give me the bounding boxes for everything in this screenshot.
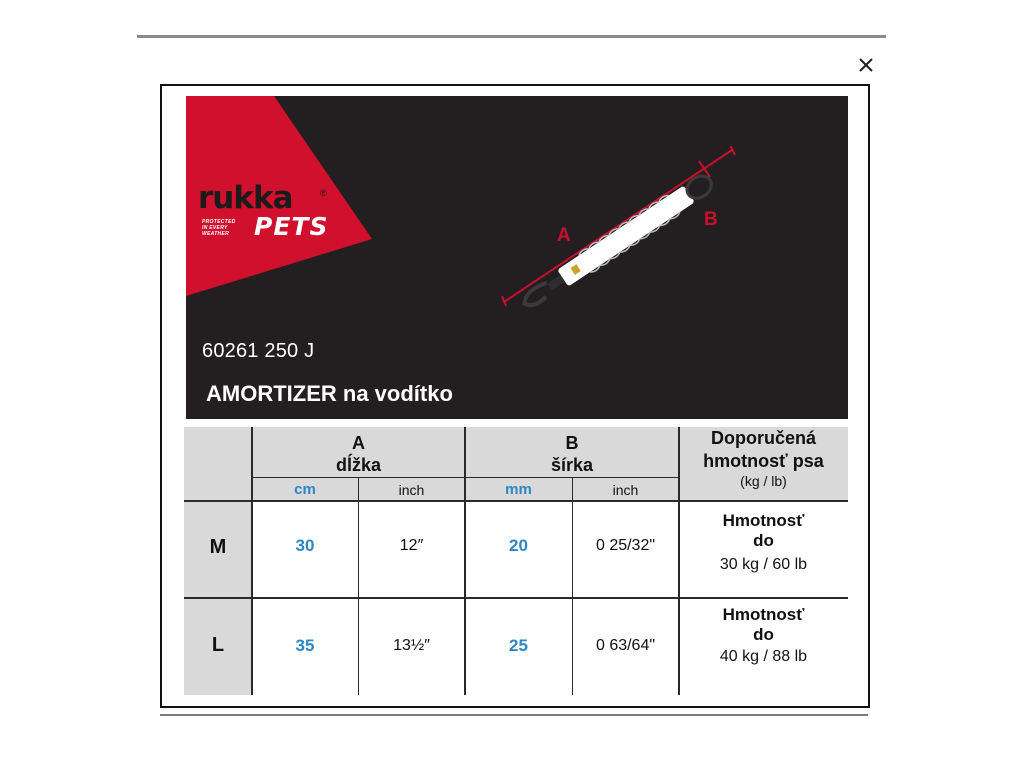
width-mm: 25 [509,636,528,655]
grid-line [251,427,253,695]
weight-value: 30 kg / 60 lb [719,556,808,573]
col-a-letter: A [352,433,365,453]
top-divider [137,35,886,38]
col-b-letter: B [565,433,579,453]
col-b-name: šírka [550,455,594,475]
grid-line [358,477,359,695]
width-inch: 0 25/32" [595,537,656,554]
col-a-name: dĺžka [335,455,382,475]
registered-mark: ® [320,188,327,198]
size-table [184,427,848,695]
weight-label-do: do [753,531,774,550]
length-cm: 35 [295,636,315,655]
weight-label-do: do [753,625,774,644]
unit-cm: cm [294,481,316,498]
logo-tagline [202,219,254,237]
tagline-line: PROTECTED [202,219,236,225]
close-icon [858,57,874,73]
tagline-line: IN EVERY [202,225,228,231]
weight-label: Hmotnosť [722,511,805,530]
weight-title-2: hmotnosť psa [703,451,824,471]
rukka-pets-logo [198,181,330,251]
product-name: AMORTIZER na vodítko [206,381,453,406]
weight-title-1: Doporučená [710,428,816,448]
grid-line [464,427,466,695]
close-button[interactable] [853,52,879,78]
unit-mm: mm [505,481,532,498]
tagline-line: WEATHER [202,231,230,237]
grid-line [252,477,679,478]
dimension-a-label: A [557,225,571,246]
grid-line [184,500,848,502]
size-label: L [211,634,225,656]
dimension-b-label: B [704,209,718,230]
grid-line [184,597,848,599]
width-inch: 0 63/64" [595,637,656,654]
unit-inch: inch [398,482,425,498]
length-inch: 12″ [399,537,424,554]
product-code: 60261 250 J [202,340,315,362]
length-inch: 13½″ [393,637,430,654]
product-banner [186,96,848,419]
leash-illustration [486,146,756,316]
grid-line [572,477,573,695]
weight-value: 40 kg / 88 lb [719,648,808,665]
logo-wordmark: rukka [198,180,293,216]
bottom-divider [160,714,868,716]
width-mm: 20 [509,536,528,555]
weight-label: Hmotnosť [722,605,805,624]
size-chart-image [160,84,870,708]
weight-units: (kg / lb) [740,473,787,489]
logo-pets: PETS [254,212,329,241]
length-cm: 30 [295,536,315,555]
grid-line [678,427,680,695]
size-label: M [209,536,227,558]
unit-inch: inch [612,482,639,498]
